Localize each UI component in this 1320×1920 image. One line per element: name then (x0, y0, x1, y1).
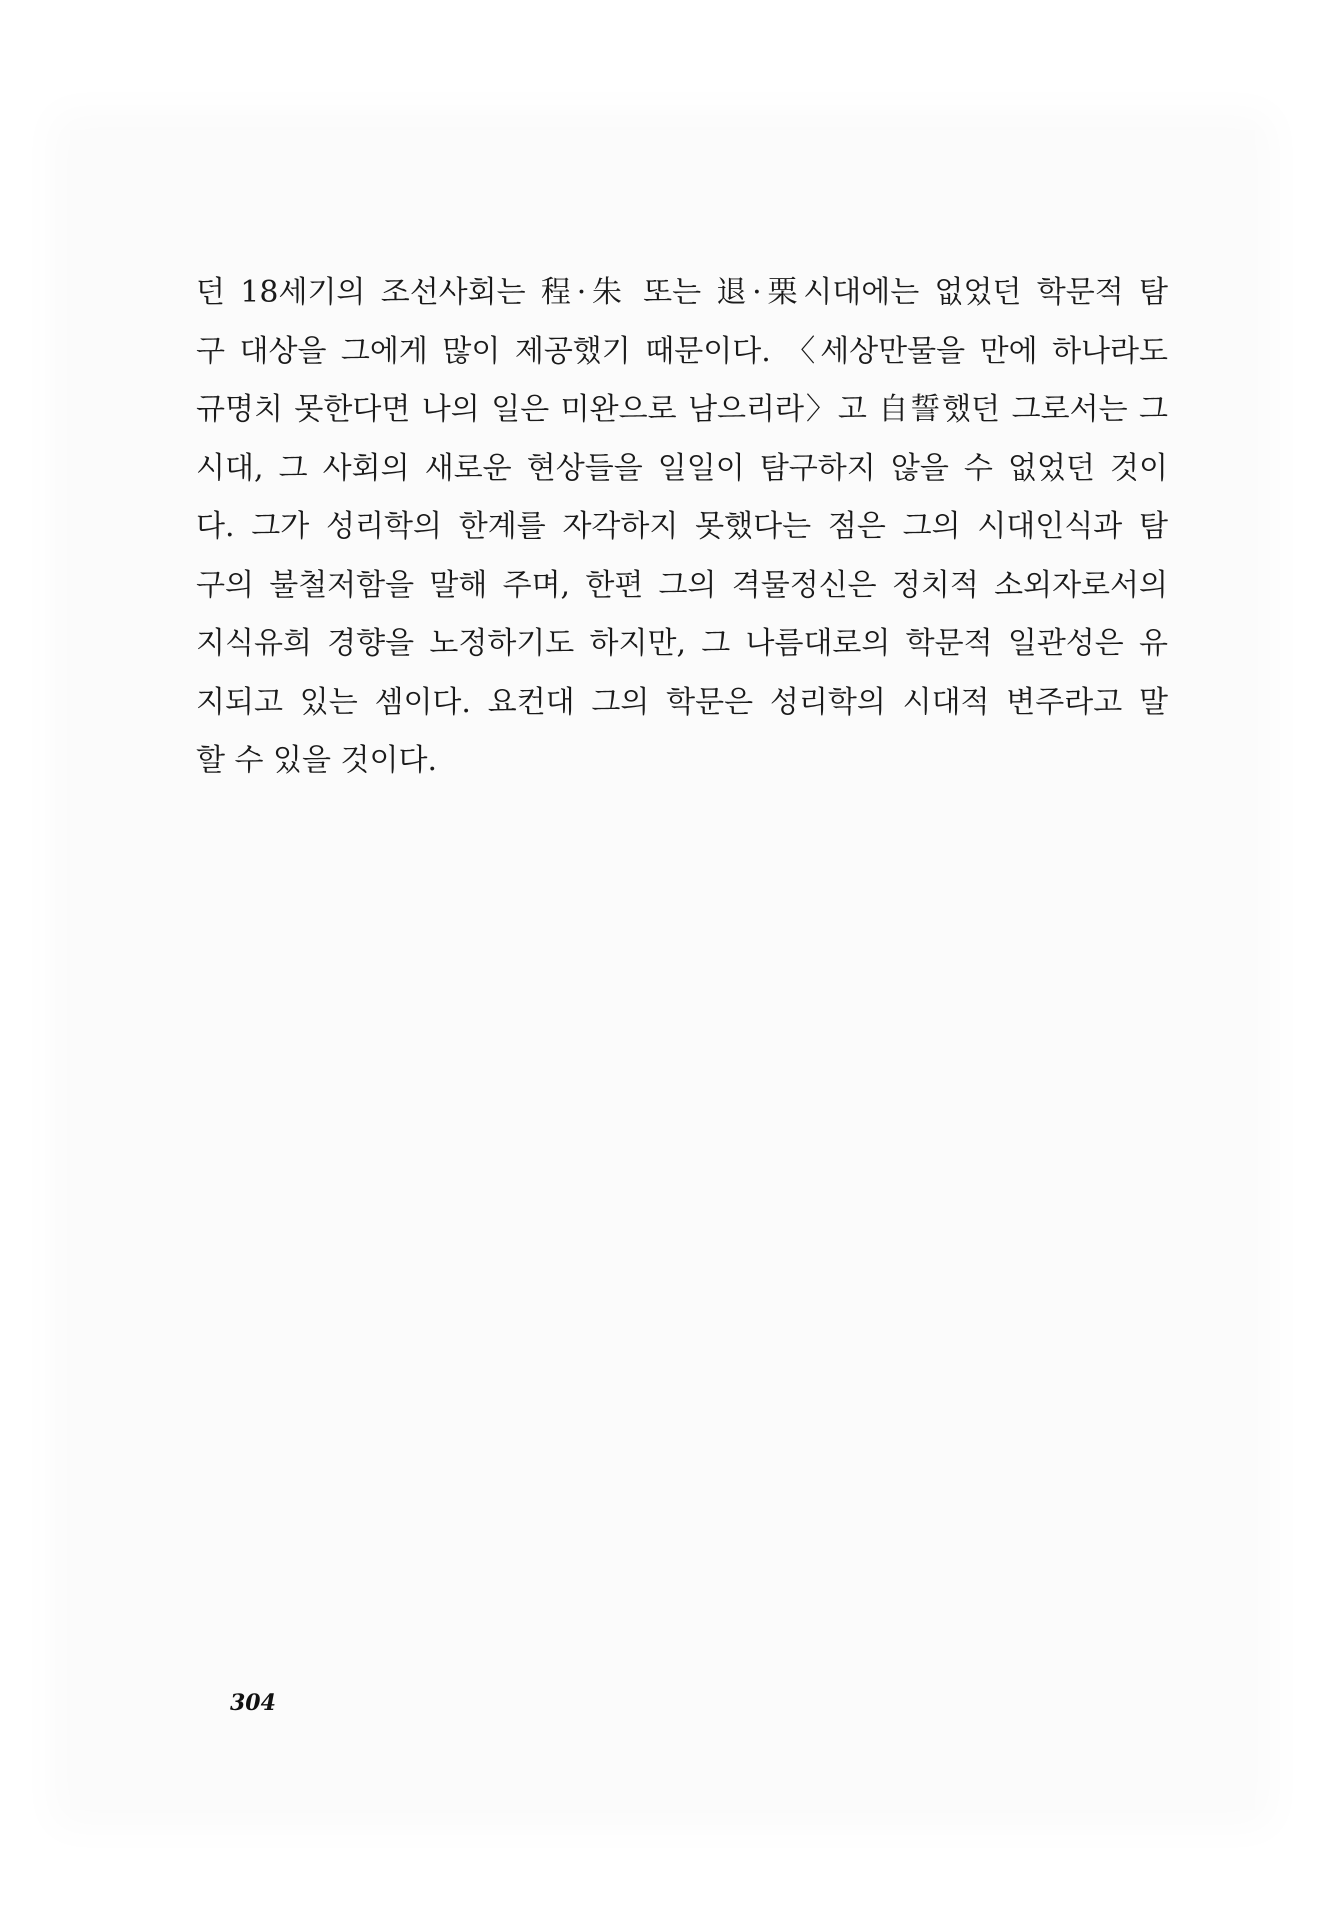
text-line: 규명치 못한다면 나의 일은 미완으로 남으리라〉고 自誓했던 그로서는 그 (196, 392, 1168, 427)
text-line: 지되고 있는 셈이다. 요컨대 그의 학문은 성리학의 시대적 변주라고 말 (196, 684, 1168, 720)
body-text (196, 264, 1168, 791)
text-line: 구의 불철저함을 말해 주며, 한편 그의 격물정신은 정치적 소외자로서의 (196, 567, 1168, 603)
text-line: 던 18세기의 조선사회는 程·朱 또는 退·栗시대에는 없었던 학문적 탐 (196, 275, 1168, 310)
text-line: 구 대상을 그에게 많이 제공했기 때문이다. 〈세상만물을 만에 하나라도 (196, 333, 1168, 369)
text-line: 지식유희 경향을 노정하기도 하지만, 그 나름대로의 학문적 일관성은 유 (196, 626, 1168, 661)
text-line: 시대, 그 사회의 새로운 현상들을 일일이 탐구하지 않을 수 없었던 것이 (196, 450, 1168, 486)
text-line: 다. 그가 성리학의 한계를 자각하지 못했다는 점은 그의 시대인식과 탐 (196, 509, 1168, 544)
page-number: 304 (230, 1690, 276, 1716)
text-line: 할 수 있을 것이다. (196, 743, 438, 778)
